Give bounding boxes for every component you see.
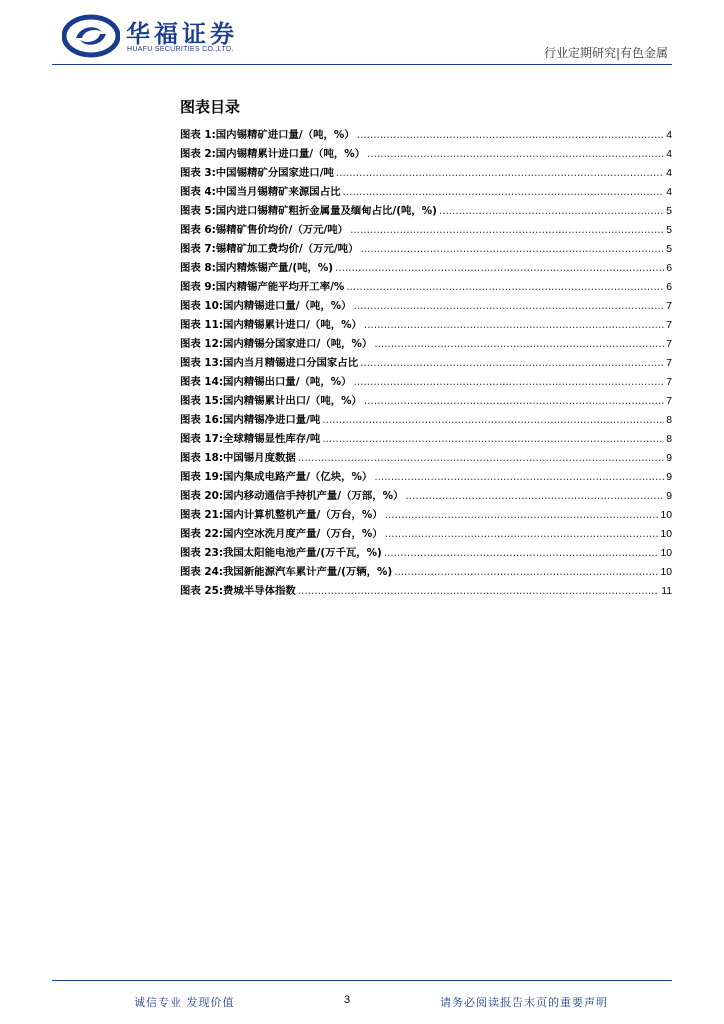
toc-entry-label: 图表 13: — [180, 357, 224, 369]
footer-disclaimer: 请务必阅读报告末页的重要声明 — [440, 996, 608, 1009]
toc-entry[interactable] — [180, 544, 672, 563]
toc-entry-label: 图表 15: — [180, 395, 224, 407]
page-header — [0, 0, 724, 70]
toc-entry-title: 国内集成电路产量/（亿块，%） — [223, 471, 373, 483]
toc-dot-leader — [364, 316, 664, 335]
toc-entry-title: 国内精锡累计进口/（吨，%） — [223, 319, 362, 331]
toc-entry-page: 7 — [666, 396, 672, 407]
toc-entry-page: 4 — [666, 187, 672, 198]
toc-entry-title: 我国新能源汽车累计产量/(万辆，%) — [223, 566, 393, 578]
brand-name-cn: 华福证券 — [126, 20, 238, 48]
toc-entry[interactable] — [180, 164, 672, 183]
page-number: 3 — [344, 994, 351, 1006]
toc-entry-page: 7 — [666, 377, 672, 388]
toc-entry-page: 7 — [666, 358, 672, 369]
toc-entry-label: 图表 12: — [180, 338, 224, 350]
toc-entry-label: 图表 1: — [180, 129, 216, 141]
toc-entry-page: 5 — [666, 225, 672, 236]
toc-dot-leader — [360, 354, 664, 373]
toc-entry-page: 4 — [666, 149, 672, 160]
toc-entry[interactable] — [180, 335, 672, 354]
toc-dot-leader — [336, 164, 664, 183]
toc-entry-page: 9 — [666, 491, 672, 502]
toc-entry-title: 国内当月精锡进口分国家占比 — [223, 357, 359, 369]
toc-entry[interactable] — [180, 202, 672, 221]
toc-dot-leader — [357, 126, 665, 145]
toc-entry[interactable] — [180, 506, 672, 525]
toc-entry[interactable] — [180, 582, 672, 601]
toc-entry-page: 10 — [660, 510, 672, 521]
toc-entry-title: 国内精炼锡产量/(吨，%) — [215, 262, 334, 274]
toc-entry[interactable] — [180, 240, 672, 259]
toc-dot-leader — [346, 278, 664, 297]
toc-entry-page: 10 — [660, 548, 672, 559]
toc-entry[interactable] — [180, 183, 672, 202]
toc-dot-leader — [439, 202, 664, 221]
toc-entry-page: 5 — [666, 206, 672, 217]
report-type: 行业定期研究|有色金属 — [543, 46, 668, 60]
toc-entry[interactable] — [180, 354, 672, 373]
toc-entry-page: 10 — [660, 567, 672, 578]
toc-entry-page: 8 — [666, 434, 672, 445]
toc-dot-leader — [374, 335, 664, 354]
huafu-logo-icon — [62, 14, 120, 58]
toc-entry[interactable] — [180, 487, 672, 506]
toc-entry-title: 国内计算机整机产量/（万台，%） — [223, 509, 383, 521]
toc-entry-page: 6 — [666, 282, 672, 293]
toc-entry-title: 国内进口锡精矿粗折金属量及缅甸占比/(吨，%) — [215, 205, 437, 217]
toc-entry-title: 国内锡精累计进口量/（吨，%） — [215, 148, 366, 160]
toc-entry-title: 国内精锡产能平均开工率/% — [215, 281, 345, 293]
toc-entry[interactable] — [180, 449, 672, 468]
toc-dot-leader — [342, 183, 664, 202]
toc-entry-page: 4 — [666, 168, 672, 179]
toc-entry-page: 6 — [666, 263, 672, 274]
toc-entry-label: 图表 19: — [180, 471, 224, 483]
toc-entry-title: 国内精锡净进口量/吨 — [223, 414, 321, 426]
toc-entry-title: 国内锡精矿进口量/（吨，%） — [215, 129, 355, 141]
toc-entry-page: 8 — [666, 415, 672, 426]
toc-entry[interactable] — [180, 468, 672, 487]
toc-entry-label: 图表 22: — [180, 528, 224, 540]
toc-dot-leader — [354, 297, 665, 316]
toc-dot-leader — [405, 487, 664, 506]
toc-entry-title: 中国锡精矿分国家进口/吨 — [215, 167, 334, 179]
toc-entry-page: 11 — [661, 586, 672, 597]
toc-entry-label: 图表 18: — [180, 452, 224, 464]
toc-dot-leader — [385, 506, 659, 525]
toc-entry-page: 4 — [666, 130, 672, 141]
toc-entry-label: 图表 14: — [180, 376, 224, 388]
toc-entry[interactable] — [180, 316, 672, 335]
toc-entry[interactable] — [180, 145, 672, 164]
toc-entry[interactable] — [180, 563, 672, 582]
toc-dot-leader — [364, 392, 664, 411]
toc-dot-leader — [298, 449, 664, 468]
toc-entry-title: 锡精矿售价均价/（万元/吨） — [215, 224, 349, 236]
toc-entry-title: 国内精锡出口量/（吨，%） — [223, 376, 352, 388]
toc-dot-leader — [367, 145, 664, 164]
toc-entry[interactable] — [180, 392, 672, 411]
toc-entry-label: 图表 25: — [180, 585, 224, 597]
toc-entry-title: 中国当月锡精矿来源国占比 — [215, 186, 341, 198]
toc-entry-label: 图表 6: — [180, 224, 216, 236]
toc-entry-label: 图表 3: — [180, 167, 216, 179]
toc-dot-leader — [322, 430, 664, 449]
toc-entry-label: 图表 16: — [180, 414, 224, 426]
toc-entry-title: 国内空冰洗月度产量/（万台，%） — [223, 528, 383, 540]
toc-entry-title: 我国太阳能电池产量/(万千瓦，%) — [223, 547, 382, 559]
toc-entry-label: 图表 10: — [180, 300, 224, 312]
toc-entry[interactable] — [180, 525, 672, 544]
toc-entry-page: 7 — [666, 339, 672, 350]
toc-entry-page: 9 — [666, 472, 672, 483]
toc-entry-label: 图表 17: — [180, 433, 224, 445]
toc-dot-leader — [374, 468, 664, 487]
toc-dot-leader — [385, 525, 659, 544]
toc-entry-title: 国内精锡累计出口/（吨，%） — [223, 395, 362, 407]
toc-entry-page: 9 — [666, 453, 672, 464]
toc-entry-label: 图表 4: — [180, 186, 216, 198]
toc-entry-page: 7 — [666, 320, 672, 331]
toc-entry-label: 图表 24: — [180, 566, 224, 578]
toc-entry-title: 锡精矿加工费均价/（万元/吨） — [215, 243, 359, 255]
toc-entry[interactable] — [180, 278, 672, 297]
toc-entry-title: 国内精锡分国家进口/（吨，%） — [223, 338, 373, 350]
toc-entry[interactable] — [180, 411, 672, 430]
header-divider — [52, 64, 672, 65]
toc-dot-leader — [298, 582, 659, 601]
toc-entry[interactable] — [180, 373, 672, 392]
toc-entry[interactable] — [180, 297, 672, 316]
toc-entry-label: 图表 23: — [180, 547, 224, 559]
toc-dot-leader — [322, 411, 664, 430]
toc-entry-label: 图表 2: — [180, 148, 216, 160]
toc-entry-label: 图表 7: — [180, 243, 216, 255]
toc-entry[interactable] — [180, 259, 672, 278]
toc-dot-leader — [354, 373, 665, 392]
toc-entry-title: 费城半导体指数 — [223, 585, 296, 597]
toc-entry-title: 国内移动通信手持机产量/（万部，%） — [223, 490, 404, 502]
toc-entry-label: 图表 8: — [180, 262, 216, 274]
toc-entry-title: 全球精锡显性库存/吨 — [223, 433, 321, 445]
toc-entry[interactable] — [180, 126, 672, 145]
toc-entry[interactable] — [180, 221, 672, 240]
footer-divider — [52, 980, 672, 981]
toc-entry-page: 5 — [666, 244, 672, 255]
toc-dot-leader — [350, 221, 664, 240]
toc-entry-label: 图表 20: — [180, 490, 224, 502]
footer-slogan: 诚信专业 发现价值 — [134, 996, 235, 1009]
toc-entry-label: 图表 11: — [180, 319, 224, 331]
toc-dot-leader — [394, 563, 658, 582]
brand-name-en: HUAFU SECURITIES CO.,LTD. — [127, 46, 234, 53]
toc-entry-label: 图表 21: — [180, 509, 224, 521]
toc-entry[interactable] — [180, 430, 672, 449]
toc-title: 图表目录 — [180, 98, 241, 116]
toc-entry-label: 图表 9: — [180, 281, 216, 293]
toc-entry-page: 7 — [666, 301, 672, 312]
toc-entry-page: 10 — [660, 529, 672, 540]
toc-dot-leader — [384, 544, 659, 563]
toc-dot-leader — [360, 240, 664, 259]
toc-dot-leader — [335, 259, 664, 278]
toc-entry-title: 中国锡月度数据 — [223, 452, 296, 464]
table-of-figures — [180, 126, 672, 601]
toc-entry-label: 图表 5: — [180, 205, 216, 217]
toc-entry-title: 国内精锡进口量/（吨，%） — [223, 300, 352, 312]
